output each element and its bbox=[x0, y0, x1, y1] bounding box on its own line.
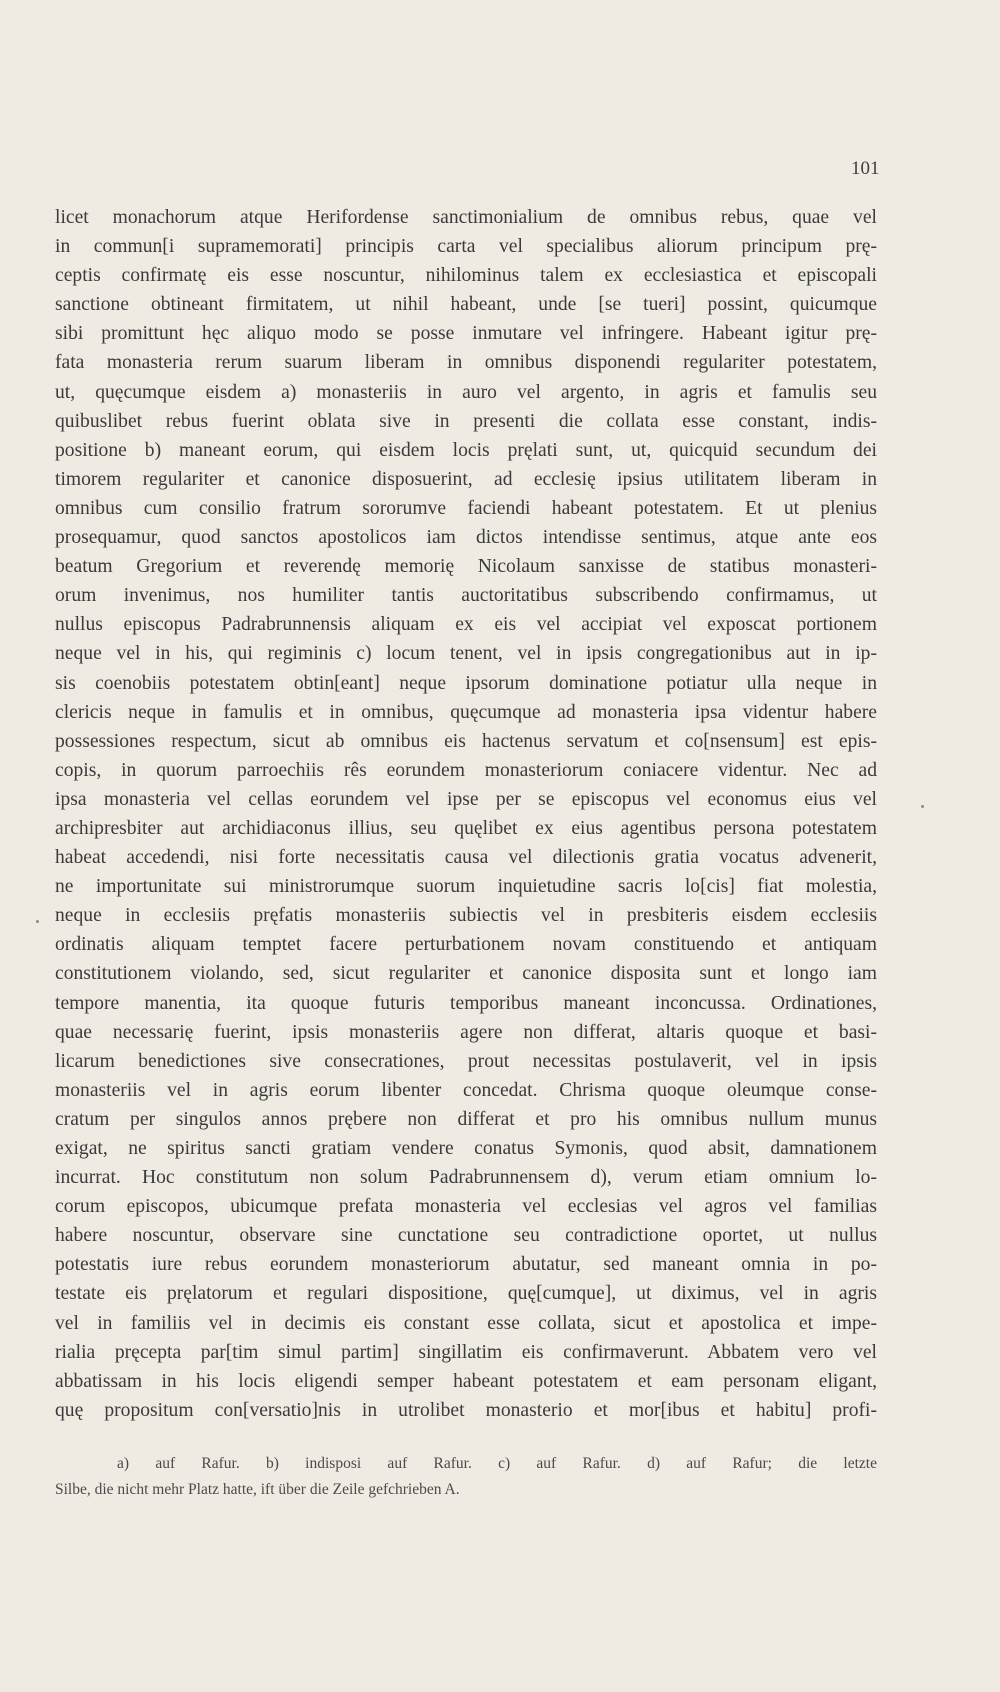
text-line: habere noscuntur, observare sine cunctatione seu contradictione oportet, ut nullus bbox=[55, 1225, 877, 1247]
text-line: quibuslibet rebus fuerint oblata sive in presenti die collata esse constant, indis- bbox=[55, 410, 877, 432]
text-line: positione b) maneant eorum, qui eisdem locis pręlati sunt, ut, quicquid secundum dei bbox=[55, 439, 877, 461]
text-line: constitutionem violando, sed, sicut regulariter et canonice disposita sunt et longo iam bbox=[55, 963, 877, 985]
text-line: beatum Gregorium et reverendę memorię Nicolaum sanxisse de statibus monasteri- bbox=[55, 556, 877, 578]
text-line: sis coenobiis potestatem obtin[eant] neque ipsorum dominatione potiatur ulla neque in bbox=[55, 672, 877, 694]
text-line: exigat, ne spiritus sancti gratiam vendere conatus Symonis, quod absit, damnationem bbox=[55, 1138, 877, 1159]
text-line: potestatis iure rebus eorundem monasteriorum abutatur, sed maneant omnia in po- bbox=[55, 1254, 877, 1276]
text-line: timorem regulariter et canonice disposuerint, ad ecclesię ipsius utilitatem liberam in bbox=[55, 468, 877, 490]
text-line: quę propositum con[versatio]nis in utrolibet monasterio et mor[ibus et habitu] profi- bbox=[55, 1399, 877, 1421]
text-line: monasteriis vel in agris eorum libenter concedat. Chrisma quoque oleumque conse- bbox=[55, 1079, 877, 1101]
text-line: rialia pręcepta par[tim simul partim] singillatim eis confirmaverunt. Abbatem vero vel bbox=[55, 1341, 877, 1363]
text-line: copis, in quorum parroechiis rês eorundem monasteriorum coniacere videntur. Nec ad bbox=[55, 759, 877, 781]
text-line: sanctione obtineant firmitatem, ut nihil habeant, unde [se tueri] possint, quicumque bbox=[55, 294, 877, 316]
text-line: archipresbiter aut archidiaconus illius, seu quęlibet ex eius agentibus persona potestatem bbox=[55, 817, 877, 839]
text-line: ut, quęcumque eisdem a) monasteriis in auro vel argento, in agris et famulis seu bbox=[55, 381, 877, 403]
text-line: licarum benedictiones sive consecrationes, prout necessitas postulaverit, vel in ipsis bbox=[55, 1050, 877, 1072]
text-line: neque in ecclesiis pręfatis monasteriis subiectis vel in presbiteris eisdem ecclesiis bbox=[55, 905, 877, 927]
text-line: ne importunitate sui ministrorumque suorum inquietudine sacris lo[cis] fiat molestia, bbox=[55, 876, 877, 898]
text-line: in commun[i supramemorati] principis carta vel specialibus aliorum principum prę- bbox=[55, 236, 877, 258]
text-line: abbatissam in his locis eligendi semper habeant potestatem et eam personam eligant, bbox=[55, 1370, 877, 1392]
footnote-line: a) auf Rafur. b) indisposi auf Rafur. c) auf Rafur. d) auf Rafur; die letzte bbox=[117, 1455, 877, 1472]
page-number: 101 bbox=[851, 158, 880, 179]
text-line: corum episcopos, ubicumque prefata monasteria vel ecclesias vel agros vel familias bbox=[55, 1196, 877, 1218]
text-line: incurrat. Hoc constitutum non solum Padrabrunnensem d), verum etiam omnium lo- bbox=[55, 1167, 877, 1189]
text-line: possessiones respectum, sicut ab omnibus eis hactenus servatum et co[nsensum] est epis- bbox=[55, 730, 877, 752]
footnote-line: Silbe, die nicht mehr Platz hatte, ift über die Zeile gefchrieben A. bbox=[55, 1481, 460, 1498]
text-line: nullus episcopus Padrabrunnensis aliquam ex eis vel accipiat vel exposcat portionem bbox=[55, 614, 877, 636]
text-line: ipsa monasteria vel cellas eorundem vel ipse per se episcopus vel economus eius vel bbox=[55, 788, 877, 810]
paper-speck bbox=[36, 920, 39, 923]
text-line: sibi promittunt hęc aliquo modo se posse inmutare vel infringere. Habeant igitur prę- bbox=[55, 323, 877, 345]
text-line: omnibus cum consilio fratrum sororumve faciendi habeant potestatem. Et ut plenius bbox=[55, 497, 877, 519]
text-line: vel in familiis vel in decimis eis constant esse collata, sicut et apostolica et impe- bbox=[55, 1312, 877, 1334]
footnotes bbox=[55, 1451, 877, 1503]
text-line: ceptis confirmatę eis esse noscuntur, nihilominus talem ex ecclesiastica et episcopali bbox=[55, 265, 877, 287]
text-line: cratum per singulos annos prębere non differat et pro his omnibus nullum munus bbox=[55, 1108, 877, 1130]
paper-speck bbox=[921, 805, 924, 808]
text-line: clericis neque in famulis et in omnibus, quęcumque ad monasteria ipsa videntur habere bbox=[55, 701, 877, 723]
text-line: fata monasteria rerum suarum liberam in omnibus disponendi regulariter potestatem, bbox=[55, 352, 877, 374]
text-line: habeat accedendi, nisi forte necessitatis causa vel dilectionis gratia vocatus advenerit, bbox=[55, 847, 877, 869]
text-line: neque vel in his, qui regiminis c) locum tenent, vel in ipsis congregationibus aut in ip- bbox=[55, 643, 877, 665]
text-line: testate eis pręlatorum et regulari dispositione, quę[cumque], ut diximus, vel in agris bbox=[55, 1283, 877, 1305]
text-line: ordinatis aliquam temptet facere perturbationem novam constituendo et antiquam bbox=[55, 934, 877, 956]
text-line: quae necessarię fuerint, ipsis monasteriis agere non differat, altaris quoque et basi- bbox=[55, 1021, 877, 1043]
text-line: orum invenimus, nos humiliter tantis auctoritatibus subscribendo confirmamus, ut bbox=[55, 585, 877, 607]
text-line: prosequamur, quod sanctos apostolicos iam dictos intendisse sentimus, atque ante eos bbox=[55, 527, 877, 549]
text-line: tempore manentia, ita quoque futuris temporibus maneant inconcussa. Ordinationes, bbox=[55, 992, 877, 1014]
main-text-block bbox=[55, 203, 877, 1425]
text-line: licet monachorum atque Herifordense sanctimonialium de omnibus rebus, quae vel bbox=[55, 207, 877, 228]
